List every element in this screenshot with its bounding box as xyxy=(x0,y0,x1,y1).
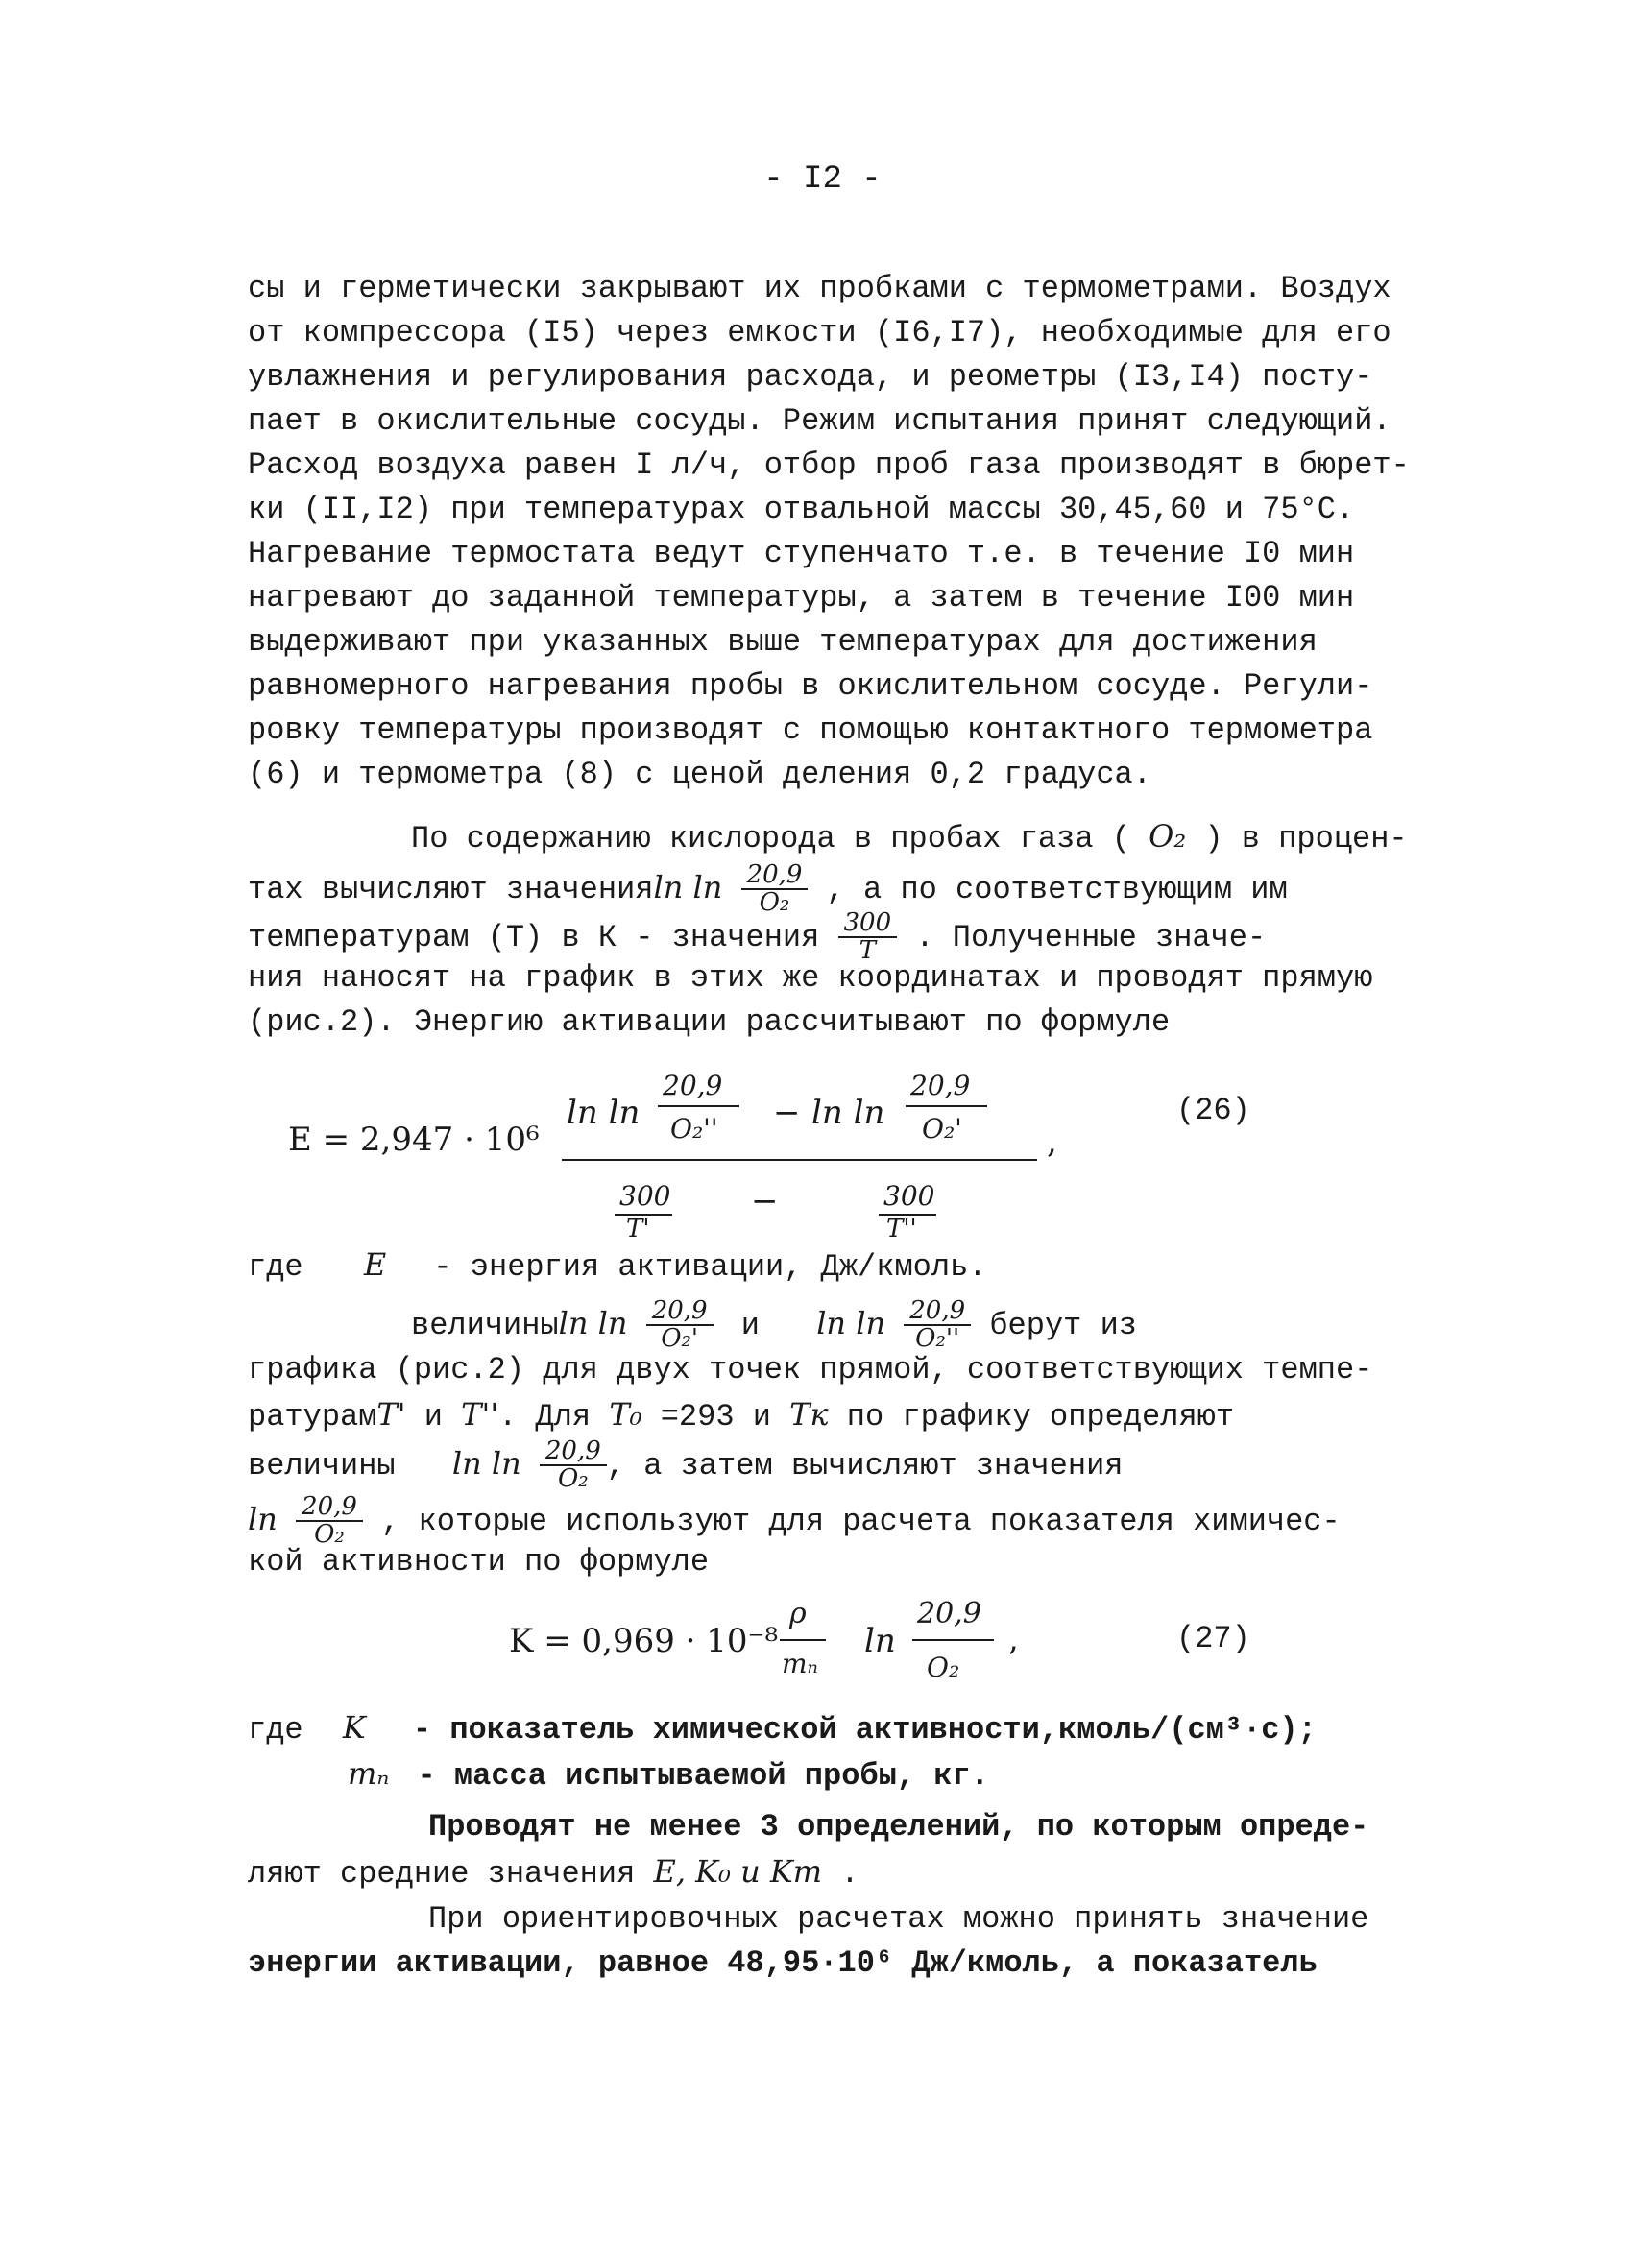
text-line: нагревают до заданной температуры, а затем в течение I00 мин xyxy=(248,580,1355,615)
fraction: $\frac{20,9}{\text{O₂}}$ xyxy=(296,1494,363,1549)
text-line: ки (II,I2) при температурах отвальной массы 30,45,60 и 75°С. xyxy=(248,492,1355,527)
formula-26-300-2: 300 xyxy=(883,1180,935,1212)
fraction: $\frac{20,9}{\text{O₂'}}$ xyxy=(646,1298,714,1353)
o2-symbol: O₂ xyxy=(1149,818,1187,855)
text-line: выдерживают при указанных выше температурах для достижения xyxy=(248,624,1318,660)
formula-26-lnln-2: ln ln xyxy=(811,1094,885,1132)
formula-27-graphic xyxy=(509,1584,1085,1700)
formula-26-300-1: 300 xyxy=(619,1180,671,1212)
text-line: пает в окислительные сосуды. Режим испытания принят следующий. xyxy=(248,403,1391,439)
formula-27-den: O₂ xyxy=(927,1652,960,1683)
text-line: от компрессора (I5) через емкости (I6,I7), необходимые для его xyxy=(248,315,1391,350)
text-line: ратурамT' и T''. Для T₀ =293 и Tк по графику определяют xyxy=(248,1396,1235,1435)
text-line: сы и герметически закрывают их пробками с термометрами. Воздух xyxy=(248,271,1391,306)
text-line: Расход воздуха равен I л/ч, отбор проб газа производят в бюрет- xyxy=(248,447,1410,483)
text-line: величины ln ln $\frac{20,9}{\text{O₂}}$ , а затем вычисляют значения xyxy=(248,1436,1124,1494)
text-line: Нагревание термостата ведут ступенчато т.е. в течение I0 мин xyxy=(248,536,1355,571)
text-line: ляют средние значения E, K₀ и Kт . xyxy=(248,1853,859,1892)
text-line: ровку температуры производят с помощью контактного термометра xyxy=(248,712,1373,748)
formula-26-minus-bottom: − xyxy=(751,1182,779,1220)
formula-26-num-2: 20,9 xyxy=(910,1070,971,1101)
formula-27-rho: ρ xyxy=(789,1597,807,1630)
equation-number-27: (27) xyxy=(1176,1621,1250,1656)
text-line: температурам (Т) в К - значения $\frac{300}{T}$ . Полученные значе- xyxy=(248,908,1267,966)
text-line: При ориентировочных расчетах можно принять значение xyxy=(428,1901,1369,1937)
formula-26-den-2: O₂' xyxy=(922,1113,962,1145)
formula-27-lhs: K = 0,969 · 10⁻⁸ xyxy=(509,1622,779,1660)
symbol-mn: mₙ xyxy=(348,1755,390,1792)
formula-27 xyxy=(509,1584,1085,1700)
text-line: ния наносят на график в этих же координатах и проводят прямую xyxy=(248,960,1373,996)
text-line: увлажнения и регулирования расхода, и реометры (I3,I4) посту- xyxy=(248,359,1373,395)
text-line: кой активности по формуле xyxy=(248,1544,710,1580)
formula-26-lhs: E = 2,947 · 10⁶ xyxy=(288,1121,540,1159)
text-line: (рис.2). Энергию активации рассчитывают по формуле xyxy=(248,1004,1171,1040)
equation-number-26: (26) xyxy=(1176,1093,1250,1128)
formula-26-graphic xyxy=(288,1047,1152,1239)
fraction: $\frac{20,9}{\text{O₂}}$ xyxy=(741,862,809,917)
formula-26-num-1: 20,9 xyxy=(663,1070,723,1101)
formula-26-t2: T'' xyxy=(886,1215,917,1239)
text-line: величиныln ln $\frac{20,9}{\text{O₂'}}$ и ln ln $\frac{20,9}{\text{O₂''}}$ берут из xyxy=(411,1296,1137,1354)
text-line: равномерного нагревания пробы в окислительном сосуде. Регули- xyxy=(248,668,1373,704)
symbol-e: E xyxy=(363,1246,387,1283)
text-line: энергии активации, равное 48,95·10⁶ Дж/кмоль, а показатель xyxy=(248,1945,1318,1981)
symbol-k: K xyxy=(342,1709,366,1746)
formula-27-ln: ln xyxy=(864,1622,896,1660)
where-line: где K - показатель химической активности,кмоль/(см³·с); xyxy=(248,1709,1317,1748)
text-line: По содержанию кислорода в пробах газа ( O₂ ) в процен- xyxy=(411,818,1408,857)
formula-26-den-1: O₂'' xyxy=(670,1113,718,1145)
text-line: (6) и термометра (8) с ценой деления 0,2 градуса. xyxy=(248,757,1151,792)
formula-26-comma: , xyxy=(1047,1122,1057,1161)
formula-27-num: 20,9 xyxy=(917,1597,981,1630)
text-line: тах вычисляют значенияln ln $\frac{20,9}{\text{O₂}}$ , а по соответствующим им xyxy=(248,860,1288,918)
fraction: $\frac{20,9}{\text{O₂''}}$ xyxy=(904,1298,971,1353)
formula-26-lnln-1: ln ln xyxy=(567,1094,641,1132)
where-line: mₙ - масса испытываемой пробы, кг. xyxy=(348,1755,989,1794)
formula-26-t1: T' xyxy=(626,1215,650,1239)
formula-26 xyxy=(288,1047,1152,1239)
text-line: ln $\frac{20,9}{\text{O₂}}$ , которые используют для расчета показателя химичес- xyxy=(248,1492,1341,1550)
formula-26-minus-top: − xyxy=(773,1094,801,1132)
fraction: $\frac{300}{T}$ xyxy=(838,910,898,965)
formula-27-comma: , xyxy=(1008,1620,1019,1658)
fraction: $\frac{20,9}{\text{O₂}}$ xyxy=(540,1438,607,1493)
text-line: графика (рис.2) для двух точек прямой, соответствующих темпе- xyxy=(248,1352,1373,1387)
formula-27-mn: mₙ xyxy=(782,1648,818,1679)
page-number: - I2 - xyxy=(763,161,882,198)
text-line: Проводят не менее 3 определений, по которым опреде- xyxy=(428,1809,1369,1845)
where-line: где E - энергия активации, Дж/кмоль. xyxy=(248,1246,987,1285)
